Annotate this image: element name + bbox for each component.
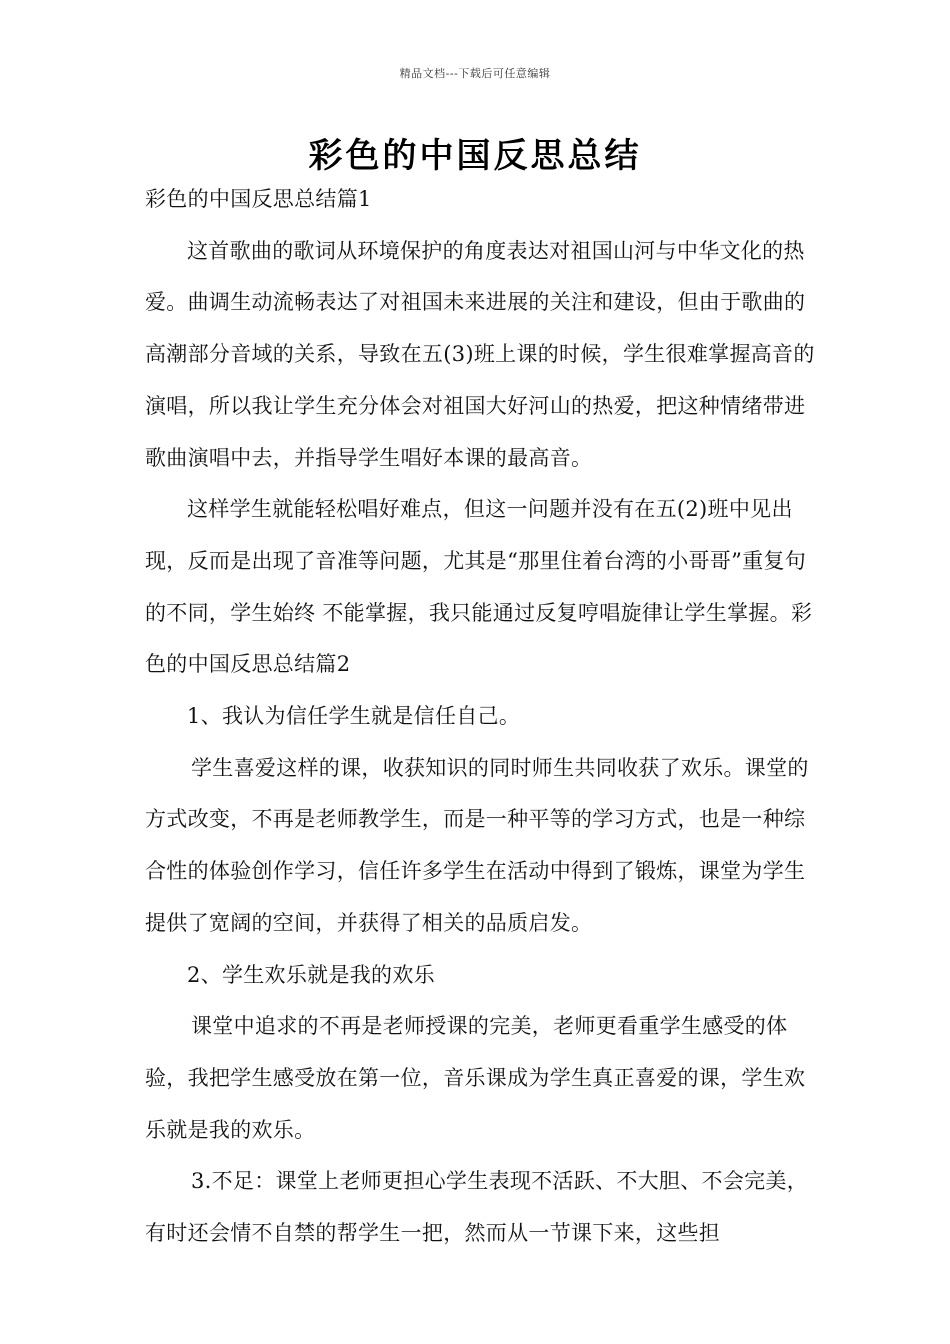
paragraph: 学生喜爱这样的课，收获知识的同时师生共同收获了欢乐。课堂的方式改变，不再是老师教学生，而是一种平等的学习方式，也是一种综合性的体验创作学习，信任许多学生在活动中得到了锻炼，课堂为学生提供了宽阔的空间，并获得了相关的品质启发。 <box>145 755 809 935</box>
header-note: 精品文档---下载后可任意编辑 <box>399 67 551 80</box>
paragraph: 课堂中追求的不再是老师授课的完美，老师更看重学生感受的体验，我把学生感受放在第一位，音乐课成为学生真正喜爱的课，学生欢乐就是我的欢乐。 <box>145 1014 806 1142</box>
paragraph: 1、我认为信任学生就是信任自己。 <box>187 704 521 729</box>
section-heading-1: 彩色的中国反思总结篇1 <box>145 187 372 211</box>
document-body <box>145 174 825 1260</box>
paragraph: 这样学生就能轻松唱好难点，但这一问题并没有在五(2)班中见出现，反而是出现了音准等问题，尤其是“那里住着台湾的小哥哥”重复句的不同，学生始终 不能掌握，我只能通过反复哼唱旋律让学生掌握。彩色的中国反思总结篇2 <box>145 497 813 677</box>
paragraph: 2、学生欢乐就是我的欢乐 <box>187 962 435 987</box>
document-title: 彩色的中国反思总结 <box>308 136 642 176</box>
paragraph: 这首歌曲的歌词从环境保护的角度表达对祖国山河与中华文化的热爱。曲调生动流畅表达了对祖国未来进展的关注和建设，但由于歌曲的高潮部分音域的关系，导致在五(3)班上课的时候，学生很难掌握高音的演唱，所以我让学生充分体会对祖国大好河山的热爱，把这种情绪带进歌曲演唱中去，并指导学生唱好本课的最高音。 <box>145 238 815 470</box>
paragraph: 3.不足：课堂上老师更担心学生表现不活跃、不大胆、不会完美，有时还会情不自禁的帮学生一把，然而从一节课下来，这些担 <box>145 1169 809 1246</box>
